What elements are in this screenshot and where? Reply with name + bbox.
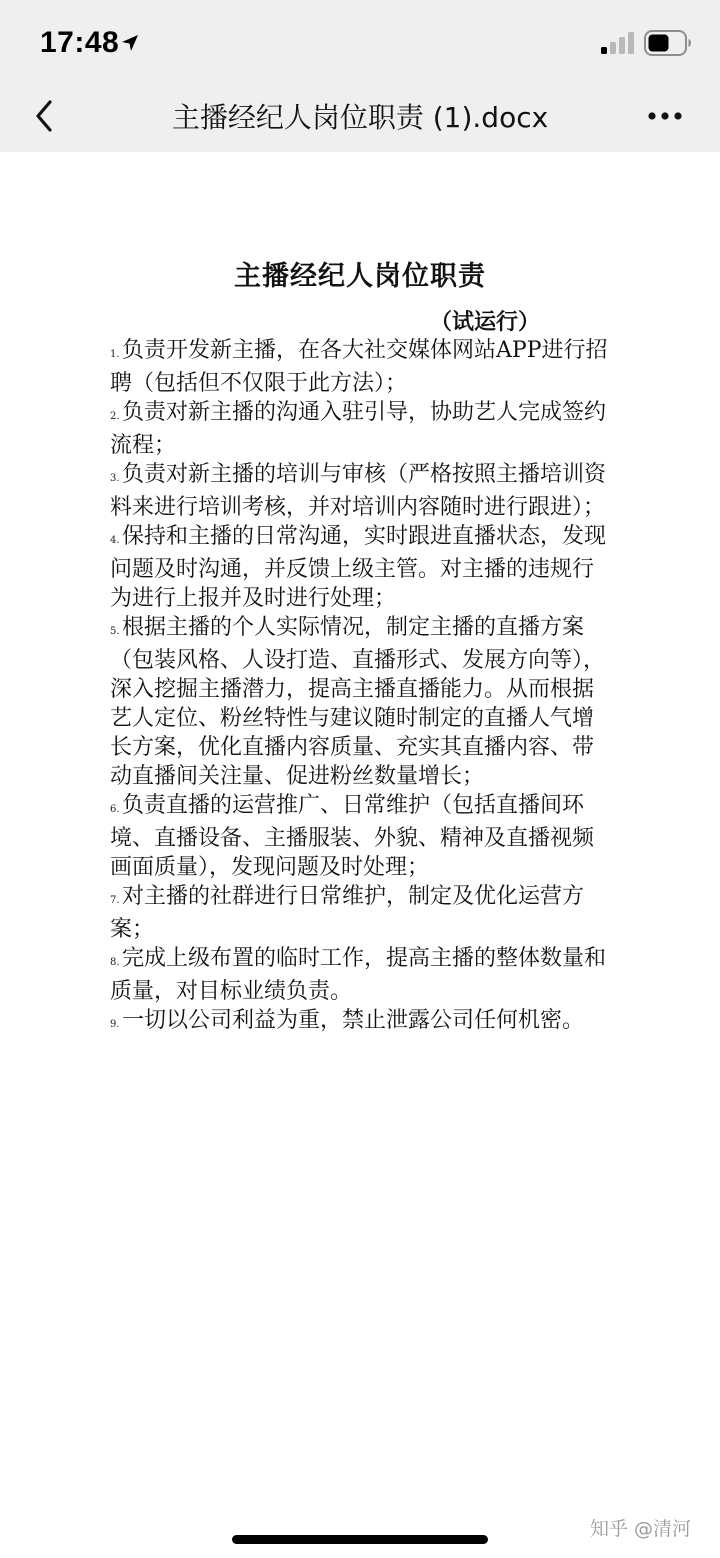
- duty-item: [110, 944, 615, 1006]
- duty-text: 负责开发新主播，在各大社交媒体网站APP进行招聘（包括但不仅限于此方法）；: [110, 338, 608, 396]
- duty-number: 2.: [110, 411, 120, 422]
- duty-text: 根据主播的个人实际情况，制定主播的直播方案（包装风格、人设打造、直播形式、发展方向等），深入挖掘主播潜力，提高主播直播能力。从而根据艺人定位、粉丝特性与建议随时制定的直播人气增长方案，优化直播内容质量、充实其直播内容、带动直播间关注量、促进粉丝数量增长；: [110, 615, 606, 789]
- zhihu-watermark: 知乎 @清河: [590, 1518, 692, 1540]
- duty-text: 对主播的社群进行日常维护，制定及优化运营方案；: [110, 884, 585, 942]
- duty-number: 9.: [110, 1019, 120, 1030]
- duty-text: 一切以公司利益为重，禁止泄露公司任何机密。: [122, 1008, 585, 1033]
- document-heading: 主播经纪人岗位职责: [234, 261, 486, 292]
- duty-text: 保持和主播的日常沟通，实时跟进直播状态，发现问题及时沟通，并反馈上级主管。对主播的违规行为进行上报并及时进行处理；: [110, 524, 607, 611]
- duty-item: [110, 882, 615, 944]
- duty-number: 6.: [110, 804, 120, 815]
- cellular-signal-icon: [601, 32, 635, 54]
- duty-item: [110, 522, 615, 613]
- duty-item: [110, 613, 615, 791]
- duty-text: 负责对新主播的沟通入驻引导，协助艺人完成签约流程；: [110, 400, 607, 458]
- duty-number: 5.: [110, 626, 120, 637]
- duty-number: 8.: [110, 957, 120, 968]
- document-viewer[interactable]: [0, 152, 720, 1558]
- duty-item: [110, 398, 615, 460]
- battery-icon: [644, 30, 692, 56]
- more-horizontal-icon[interactable]: [640, 102, 690, 130]
- duty-number: 1.: [110, 349, 120, 360]
- duty-text: 完成上级布置的临时工作，提高主播的整体数量和质量，对目标业绩负责。: [110, 946, 607, 1004]
- status-time: 17:48: [40, 26, 120, 59]
- duty-number: 7.: [110, 895, 120, 906]
- location-arrow-icon: [120, 33, 140, 53]
- duty-number: 3.: [110, 473, 120, 484]
- chevron-left-icon[interactable]: [26, 94, 66, 138]
- document-subheading: （试运行）: [430, 310, 541, 335]
- status-bar: [0, 0, 720, 80]
- duty-number: 4.: [110, 535, 120, 546]
- duty-text: 负责对新主播的培训与审核（严格按照主播培训资料来进行培训考核，并对培训内容随时进行跟进）；: [110, 462, 607, 520]
- duty-text: 负责直播的运营推广、日常维护（包括直播间环境、直播设备、主播服装、外貌、精神及直播视频画面质量），发现问题及时处理；: [110, 793, 595, 880]
- duty-item: [110, 791, 615, 882]
- duty-item: [110, 460, 615, 522]
- duty-item: [110, 336, 615, 398]
- home-indicator[interactable]: [232, 1535, 488, 1544]
- nav-bar: [0, 80, 720, 152]
- duty-list: [110, 336, 615, 1039]
- duty-item: [110, 1006, 615, 1039]
- document-file-title: 主播经纪人岗位职责 (1).docx: [171, 101, 549, 134]
